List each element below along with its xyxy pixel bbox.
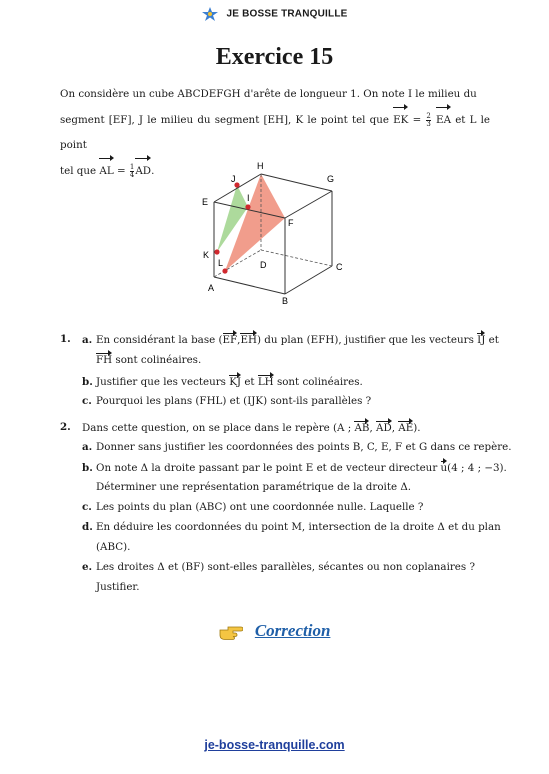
- question-1b: b. Justifier que les vecteurs KJ et LH sont colinéaires.: [82, 376, 363, 388]
- vector-ek: EK: [393, 107, 408, 133]
- cube-edges: [214, 174, 335, 294]
- label-j: J: [231, 174, 236, 184]
- site-header: [0, 7, 549, 21]
- vector-al: AL: [99, 158, 113, 184]
- correction-link-row: [0, 621, 549, 641]
- intro-line-1: On considère un cube ABCDEFGH d'arête de longueur 1. On note I le milieu du: [60, 88, 477, 100]
- question-2c: c. Les points du plan (ABC) ont une coordonnée nulle. Laquelle ?: [82, 501, 424, 513]
- logo-icon: [201, 7, 219, 21]
- fraction-one-quarter: $\frac{1}{4}$: [129, 162, 135, 179]
- cube-figure: [196, 158, 356, 306]
- label-d: D: [260, 260, 267, 270]
- vector-ad-2: AD: [376, 422, 392, 434]
- question-2d-cont: (ABC).: [96, 541, 131, 553]
- question-2e-cont: Justifier.: [96, 581, 140, 593]
- fraction-two-thirds: $\frac{2}{3}$: [426, 111, 431, 128]
- label-a: A: [208, 283, 215, 293]
- website-link[interactable]: je-bosse-tranquille.com: [204, 738, 345, 752]
- question-2b-cont: Déterminer une représentation paramétrique de la droite Δ.: [96, 481, 412, 493]
- question-1c: c. Pourquoi les plans (FHL) et (IJK) sont-ils parallèles ?: [82, 395, 372, 407]
- intro-text: segment [EF], J le milieu du segment [EH], K le point tel que: [60, 114, 389, 126]
- vector-ef: EF: [222, 334, 238, 346]
- vector-u: u: [440, 462, 448, 474]
- label-h: H: [257, 161, 264, 171]
- label-k: K: [203, 250, 210, 260]
- label-i: I: [247, 193, 250, 203]
- vector-ij: IJ: [477, 334, 486, 346]
- label-c: C: [336, 262, 343, 272]
- question-number: 2.: [60, 421, 71, 433]
- vector-lh: LH: [257, 376, 274, 388]
- question-1a: a. En considérant la base (EF,EH) du plan (EFH), justifier que les vecteurs IJ et: [82, 334, 499, 346]
- page-title: Exercice 15: [215, 44, 334, 70]
- label-b: B: [282, 296, 289, 306]
- label-e: E: [202, 197, 209, 207]
- vector-ae: AE: [398, 422, 414, 434]
- brand-name: JE BOSSE TRANQUILLE: [226, 8, 348, 20]
- correction-link[interactable]: Correction: [254, 621, 331, 640]
- intro-line-2: [60, 107, 490, 158]
- intro-text: et L le point: [60, 114, 490, 151]
- vector-ad: AD: [135, 158, 151, 184]
- vector-ab: AB: [354, 422, 370, 434]
- label-f: F: [288, 218, 294, 228]
- question-2-intro: Dans cette question, on se place dans le repère (A ; AB, AD, AE).: [82, 422, 421, 434]
- vector-ea: EA: [436, 107, 451, 133]
- question-2d: d. En déduire les coordonnées du point M, intersection de la droite Δ et du plan: [82, 521, 501, 533]
- intro-line-3: tel que AL = $\frac{1}{4}$ AD.: [60, 158, 490, 184]
- label-g: G: [327, 174, 335, 184]
- vector-eh: EH: [240, 334, 257, 346]
- question-2e: e. Les droites Δ et (BF) sont-elles parallèles, sécantes ou non coplanaires ?: [82, 561, 475, 573]
- vector-kj: KJ: [229, 376, 242, 388]
- equals-sign: =: [116, 165, 126, 177]
- question-2b: b. On note Δ la droite passant par le point E et de vecteur directeur u(4 ; 4 ; −3).: [82, 462, 507, 474]
- intro-text: tel que: [60, 165, 97, 177]
- footer: [0, 738, 549, 752]
- question-1a-cont: FH sont colinéaires.: [96, 354, 202, 366]
- question-number: 1.: [60, 333, 71, 345]
- pointing-hand-icon: [219, 624, 243, 640]
- label-l: L: [218, 258, 224, 268]
- question-2a: a. Donner sans justifier les coordonnées des points B, C, E, F et G dans ce repère.: [82, 441, 512, 453]
- equals-sign: =: [412, 114, 422, 126]
- vector-fh: FH: [96, 354, 113, 366]
